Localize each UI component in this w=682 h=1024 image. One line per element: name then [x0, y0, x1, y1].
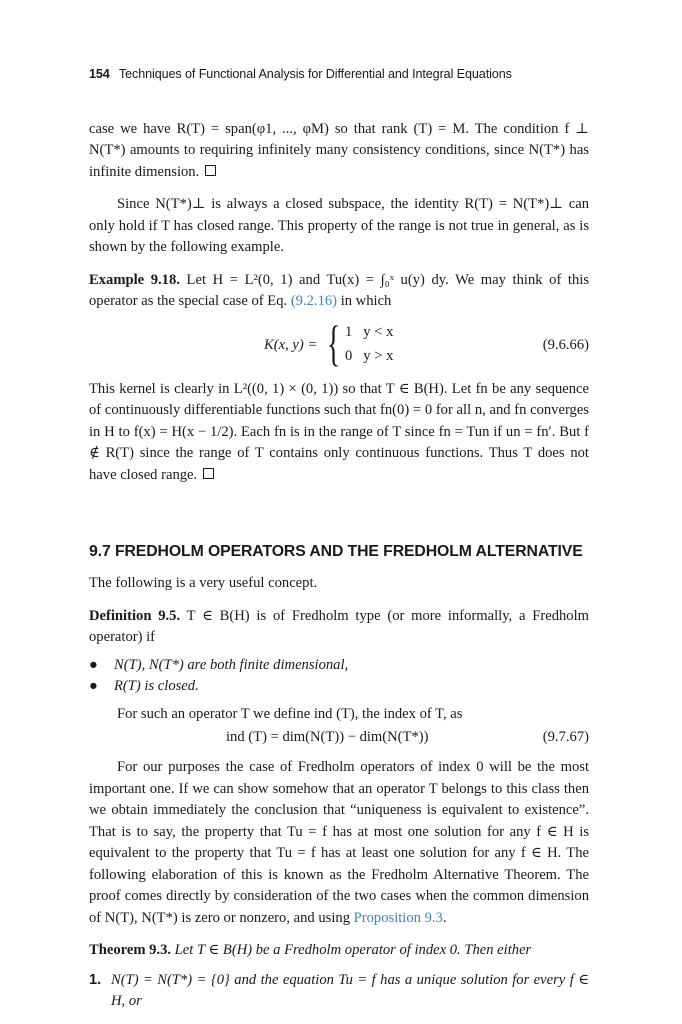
equation-number: (9.7.67) [542, 729, 589, 745]
theorem-item-list [89, 970, 589, 1013]
paragraph-index-intro: For such an operator T we define ind (T), the index of T, as [117, 705, 463, 722]
running-header [89, 64, 589, 86]
paragraph-rank [89, 119, 589, 184]
equation-ref-link[interactable]: (9.2.16) [290, 293, 338, 309]
equation-kernel-row1: 1 y < x [345, 323, 394, 340]
equation-number: (9.6.66) [542, 336, 589, 353]
page [89, 64, 589, 1013]
example-text-b: in which [340, 293, 392, 309]
list-item-text: R(T) is closed. [114, 678, 199, 694]
definition-bullet-list [89, 655, 589, 698]
theorem-label: Theorem 9.3. [89, 942, 172, 958]
paragraph-kernel-text: This kernel is clearly in L²((0, 1) × (0, 1)) so that T ∈ B(H). Let fn be any sequence of continuously differentiable functions such that fn(0) = 0 for all n, and fn converges in H to f(x) = H(x − 1/2). Each fn is in the range of T since fn = Tun if un = fn′. But f ∉ R(T) since the range of T contains only continuous functions. Thus T does not have closed range. [89, 380, 589, 483]
paragraph-intro: The following is a very useful concept. [89, 575, 318, 591]
definition-label: Definition 9.5. [89, 607, 181, 624]
list-item-text: N(T) = N(T*) = {0} and the equation Tu = f has a unique solution for every f ∈ H, or [111, 971, 589, 1009]
equation-index-body: ind (T) = dim(N(T)) − dim(N(T*)) [226, 729, 429, 745]
paragraph-rank-text: case we have R(T) = span(φ1, ..., φM) so that rank (T) = M. The condition f ⊥ N(T*) amounts to requiring infinitely many consistency conditions, since N(T*) has infinite dimension. [89, 120, 589, 180]
paragraph-fredholm [89, 757, 589, 929]
left-brace-icon: { [327, 314, 341, 371]
proposition-ref-link[interactable]: Proposition 9.3 [353, 909, 443, 926]
equation-kernel-row2: 0 y > x [345, 347, 394, 364]
bullet-icon: ● [89, 678, 98, 694]
theorem-9-3 [89, 940, 589, 962]
definition-text: T ∈ B(H) is of Fredholm type (or more informally, a Fredholm operator) if [89, 607, 590, 645]
list-item [89, 655, 589, 677]
bullet-icon: ● [89, 656, 98, 673]
definition-9-5 [89, 606, 589, 649]
theorem-text: Let T ∈ B(H) be a Fredholm operator of index 0. Then either [174, 942, 532, 958]
example-label: Example 9.18. [89, 271, 180, 288]
example-text-a: Let H = L²(0, 1) and Tu(x) = ∫₀ˣ u(y) dy. We may think of this operator as the special case of Eq. [89, 271, 589, 309]
list-item-text: N(T), N(T*) are both finite dimensional, [114, 656, 349, 673]
qed-box-icon [205, 165, 216, 176]
equation-index [89, 727, 589, 751]
list-item-label: 1. [89, 971, 102, 988]
section-heading: 9.7 FREDHOLM OPERATORS AND THE FREDHOLM ALTERNATIVE [89, 543, 583, 560]
list-item [89, 970, 589, 1013]
list-item [89, 676, 589, 698]
paragraph-fredholm-text: For our purposes the case of Fredholm operators of index 0 will be the most important one. If we can show somehow that an operator T belongs to this class then we obtain immediately the conclusion that “uniqueness is equivalent to existence”. That is to say, the property that Tu = f has at most one solution for any f ∈ H is equivalent to the property that Tu = f has at least one solution for any f ∈ H. The following elaboration of this is known as the Fredholm Alternative Theorem. The proof comes directly by consideration of the two cases when the common dimension of N(T), N(T*) is zero or nonzero, and using [89, 759, 589, 926]
example-9-18 [89, 270, 589, 313]
paragraph-closed-range: Since N(T*)⊥ is always a closed subspace, the identity R(T) = N(T*)⊥ can only hold if T has closed range. This property of the range is not true in general, as is shown by the following example. [89, 196, 589, 255]
equation-kernel-lhs: K(x, y) = [264, 336, 318, 353]
running-title: Techniques of Functional Analysis for Differential and Integral Equations [118, 67, 512, 81]
qed-box-icon [203, 468, 214, 479]
page-number: 154 [89, 67, 110, 81]
period: . [442, 909, 447, 926]
paragraph-kernel [89, 379, 589, 487]
equation-kernel [89, 314, 589, 373]
